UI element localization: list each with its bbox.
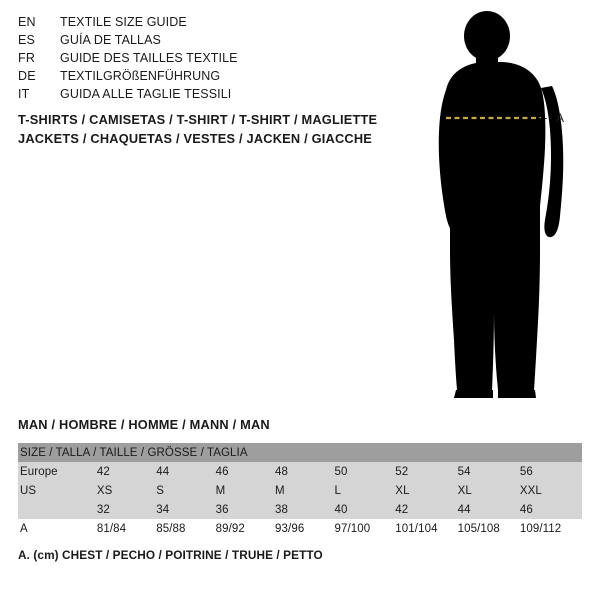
cell-value: 46 (216, 462, 275, 481)
garment-category-block (18, 110, 377, 148)
row-label: US (18, 481, 97, 500)
cell-value: 34 (156, 500, 215, 519)
cell-value: XL (458, 481, 520, 500)
cell-value: S (156, 481, 215, 500)
legend-language-code: IT (18, 87, 30, 101)
cell-value: 40 (334, 500, 395, 519)
legend-language-text: GUÍA DE TALLAS (60, 33, 161, 47)
cell-value: 89/92 (216, 519, 275, 538)
legend-language-code: ES (18, 33, 36, 47)
cell-value: 44 (156, 462, 215, 481)
table-row (18, 500, 582, 519)
legend-language-text: TEXTILGRÖßENFÜHRUNG (60, 69, 221, 83)
category-tshirts: T-SHIRTS / CAMISETAS / T-SHIRT / T-SHIRT / MAGLIETTE (18, 112, 378, 127)
cell-value: 81/84 (97, 519, 156, 538)
legend-language-code: FR (18, 51, 36, 65)
male-silhouette-icon (410, 10, 600, 410)
legend-row (18, 15, 438, 33)
cell-value: 44 (458, 500, 520, 519)
table-row (18, 481, 582, 500)
cell-value: 101/104 (395, 519, 457, 538)
cell-value: 105/108 (458, 519, 520, 538)
row-label (18, 500, 97, 519)
cell-value: XL (395, 481, 457, 500)
legend-language-text: TEXTILE SIZE GUIDE (60, 15, 187, 29)
cell-value: 97/100 (334, 519, 395, 538)
cell-value: XXL (520, 481, 582, 500)
size-table (18, 443, 582, 538)
measure-label-a: A (556, 111, 565, 125)
cell-value: 93/96 (275, 519, 334, 538)
legend-language-text: GUIDA ALLE TAGLIE TESSILI (60, 87, 232, 101)
legend-language-text: GUIDE DES TAILLES TEXTILE (60, 51, 238, 65)
table-row (18, 462, 582, 481)
cell-value: M (216, 481, 275, 500)
legend-language-code: DE (18, 69, 36, 83)
cell-value: 48 (275, 462, 334, 481)
category-jackets: JACKETS / CHAQUETAS / VESTES / JACKEN / GIACCHE (18, 131, 373, 146)
cell-value: 38 (275, 500, 334, 519)
legend-language-code: EN (18, 15, 36, 29)
legend-row (18, 87, 438, 105)
cell-value: 46 (520, 500, 582, 519)
table-header-row (18, 443, 582, 462)
table-header-label: SIZE / TALLA / TAILLE / GRÖSSE / TAGLIA (18, 443, 582, 462)
body-figure (410, 10, 600, 410)
cell-value: 36 (216, 500, 275, 519)
row-label: Europe (18, 462, 97, 481)
cell-value: 109/112 (520, 519, 582, 538)
language-legend (18, 15, 438, 105)
legend-row (18, 51, 438, 69)
table-row (18, 519, 582, 538)
legend-row (18, 69, 438, 87)
cell-value: M (275, 481, 334, 500)
cell-value: 42 (395, 500, 457, 519)
cell-value: 50 (334, 462, 395, 481)
cell-value: XS (97, 481, 156, 500)
cell-value: L (334, 481, 395, 500)
measure-leader-line (538, 118, 552, 119)
cell-value: 54 (458, 462, 520, 481)
table-footnote: A. (cm) CHEST / PECHO / POITRINE / TRUHE / PETTO (18, 548, 323, 562)
cell-value: 52 (395, 462, 457, 481)
legend-row (18, 33, 438, 51)
cell-value: 42 (97, 462, 156, 481)
table-title-man: MAN / HOMBRE / HOMME / MANN / MAN (18, 417, 270, 432)
cell-value: 85/88 (156, 519, 215, 538)
cell-value: 56 (520, 462, 582, 481)
cell-value: 32 (97, 500, 156, 519)
row-label: A (18, 519, 97, 538)
